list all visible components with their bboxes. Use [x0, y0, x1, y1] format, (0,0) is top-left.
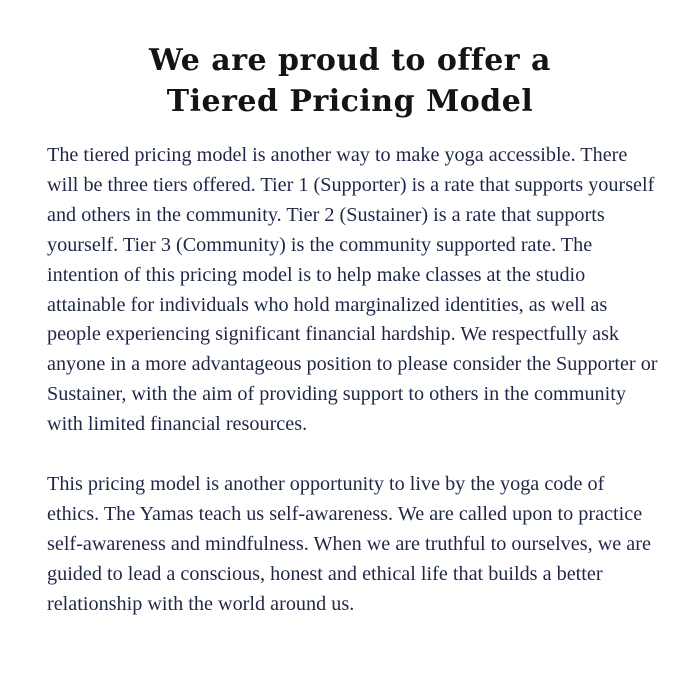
title-line-2: Tiered Pricing Model: [166, 84, 534, 119]
paragraph-yoga-ethics: This pricing model is another opportunity to live by the yoga code of ethics. The Yamas teach us self-awareness. We are called upon to practice self-awareness and mindfulness. When we are truthful to ourselves, we are guided to lead a conscious, honest and ethical life that builds a better relationship with the world around us.: [47, 473, 651, 615]
body-text: [47, 141, 659, 620]
title-line-1: We are proud to offer a: [149, 43, 551, 78]
page-title: [0, 40, 700, 122]
paragraph-tiered-pricing: The tiered pricing model is another way to make yoga accessible. There will be three tiers offered. Tier 1 (Supporter) is a rate that supports yourself and others in the community. Tier 2 (Sustainer) is a rate that supports yourself. Tier 3 (Community) is the community supported rate. The intention of this pricing model is to help make classes at the studio attainable for individuals who hold marginalized identities, as well as people experiencing significant financial hardship. We respectfully ask anyone in a more advantageous position to please consider the Supporter or Sustainer, with the aim of providing support to others in the community with limited financial resources.: [47, 144, 658, 436]
